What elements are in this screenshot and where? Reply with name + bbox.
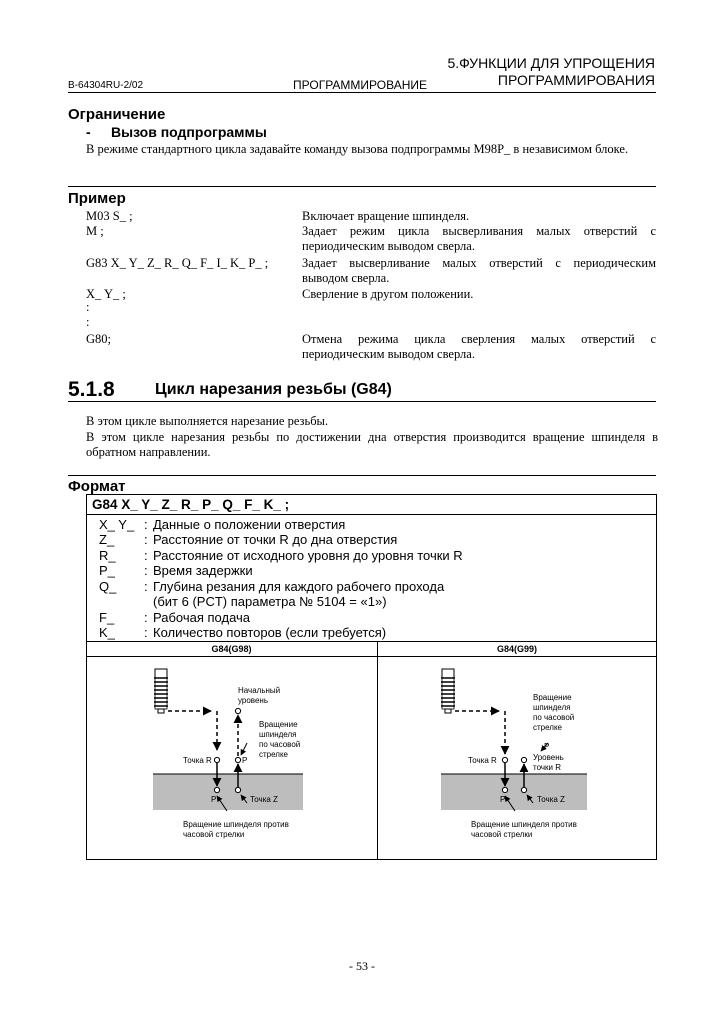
right-rot-cw-label-4: стрелке [533, 723, 563, 732]
right-rot-cw-label-3: по часовой [533, 713, 575, 722]
param-sep-4: : [144, 563, 148, 578]
example-code-row-7: G80; [86, 332, 111, 346]
left-rot-ccw-label-2: часовой стрелки [183, 830, 245, 839]
param-desc-6: Рабочая подача [153, 610, 251, 625]
section-title: Цикл нарезания резьбы (G84) [155, 381, 392, 398]
example-desc-row-7: Отмена режима цикла сверления малых отверстий с периодическим выводом сверла. [302, 332, 656, 361]
example-desc-row-1: Включает вращение шпинделя. [302, 209, 470, 223]
left-p-top-label: P [242, 756, 248, 765]
point-p-top-circle [235, 757, 240, 762]
param-sep-7: : [144, 625, 148, 640]
header-center-title: ПРОГРАММИРОВАНИЕ [293, 78, 427, 92]
header-chapter-line1: 5.ФУНКЦИИ ДЛЯ УПРОЩЕНИЯ [447, 55, 655, 71]
left-initial-level-label-2: уровень [238, 696, 269, 705]
param-key-6: F_ [99, 610, 115, 625]
header-doc-code: B-64304RU-2/02 [68, 80, 144, 91]
example-code-row-4: X_ Y_ ; [86, 287, 126, 301]
right-level-label-2: точки R [533, 763, 561, 772]
param-sep-6: : [144, 610, 148, 625]
right-rot-ccw-label-2: часовой стрелки [471, 830, 533, 839]
point-p-bottom-circle [214, 787, 219, 792]
right-p-bottom-label: P [500, 795, 506, 804]
workpiece-block [153, 774, 303, 810]
param-sep-1: : [144, 517, 148, 532]
left-rot-cw-label-2: шпинделя [259, 730, 297, 739]
right-rot-ccw-label-1: Вращение шпинделя против [471, 820, 577, 829]
example-code-row-5: : [86, 300, 90, 314]
example-desc-row-3: Задает высверливание малых отверстий с периодическим выводом сверла. [302, 256, 656, 285]
left-rot-cw-label-3: по часовой [259, 740, 301, 749]
example-code-row-6: : [86, 315, 90, 329]
param-key-4: P_ [99, 563, 115, 578]
left-rot-ccw-label-1: Вращение шпинделя против [183, 820, 289, 829]
format-rule [68, 475, 656, 476]
right-point-z-label: Точка Z [537, 795, 565, 804]
right-level-label-1: Уровень [533, 753, 564, 762]
page-number: - 53 - [349, 959, 375, 973]
param-sep-5: : [144, 579, 148, 594]
left-point-r-label: Точка R [183, 756, 212, 765]
param-sep-2: : [144, 532, 148, 547]
point-r-circle [502, 757, 507, 762]
param-desc-7: Количество повторов (если требуется) [153, 625, 387, 640]
param-key-3: R_ [99, 548, 116, 563]
param-desc-4: Время задержки [153, 563, 253, 578]
param-desc-5: Глубина резания для каждого рабочего прохода [153, 579, 445, 594]
tap-tool-icon [154, 669, 168, 713]
left-rot-cw-label-4: стрелке [259, 750, 289, 759]
param-key-1: X_ Y_ [99, 517, 135, 532]
right-point-r-label: Точка R [468, 756, 497, 765]
point-r-level-circle [521, 757, 526, 762]
param-desc-5-note: (бит 6 (PCT) параметра № 5104 = «1») [153, 594, 387, 609]
restriction-text: В режиме стандартного цикла задавайте команду вызова подпрограммы M98P_ в независимом блоке. [86, 142, 629, 156]
restriction-heading: Ограничение [68, 106, 166, 123]
left-p-bottom-label: P [211, 795, 217, 804]
section-rule [68, 401, 656, 402]
restriction-sub-dash: - [86, 124, 91, 140]
tap-tool-icon [441, 669, 455, 713]
left-point-z-label: Точка Z [250, 795, 278, 804]
header-chapter-line2: ПРОГРАММИРОВАНИЯ [497, 72, 655, 88]
point-r-circle [214, 757, 219, 762]
left-rot-cw-label-1: Вращение [259, 720, 298, 729]
point-z-circle [235, 787, 240, 792]
point-z-circle [521, 787, 526, 792]
section-number: 5.1.8 [68, 378, 115, 401]
param-key-5: Q_ [99, 579, 117, 594]
restriction-sub-heading: Вызов подпрограммы [111, 124, 267, 140]
param-key-7: K_ [99, 625, 115, 640]
param-desc-1: Данные о положении отверстия [153, 517, 346, 532]
right-p-top-label: P [544, 742, 550, 751]
workpiece-block [441, 774, 587, 810]
example-rule [68, 186, 656, 187]
example-heading: Пример [68, 190, 126, 207]
point-p-bottom-circle [502, 787, 507, 792]
example-desc-row-4: Сверление в другом положении. [302, 287, 474, 301]
section-para-2: В этом цикле нарезания резьбы по достижении дна отверстия производится вращение шпинделя в обратном направлении. [86, 430, 658, 459]
param-key-2: Z_ [99, 532, 115, 547]
initial-level-point [235, 708, 240, 713]
format-command: G84 X_ Y_ Z_ R_ P_ Q_ F_ K_ ; [92, 497, 290, 512]
example-code-row-3: G83 X_ Y_ Z_ R_ Q_ F_ I_ K_ P_ ; [86, 256, 269, 270]
example-code-row-1: M03 S_ ; [86, 209, 133, 223]
diagram-left-title: G84(G98) [211, 644, 252, 654]
header-rule [68, 92, 656, 93]
param-sep-3: : [144, 548, 148, 563]
diagram-right-title: G84(G99) [496, 644, 538, 654]
format-heading: Формат [68, 478, 126, 495]
example-code-row-2: M ; [86, 224, 104, 238]
example-desc-row-2: Задает режим цикла высверливания малых отверстий с периодическим выводом сверла. [302, 224, 656, 253]
format-command-rule [86, 514, 657, 515]
right-rot-cw-label-1: Вращение [533, 693, 572, 702]
right-rot-cw-label-2: шпинделя [533, 703, 571, 712]
param-desc-3: Расстояние от исходного уровня до уровня точки R [153, 548, 463, 563]
section-para-1: В этом цикле выполняется нарезание резьбы. [86, 414, 329, 428]
diagram-table-top-rule [86, 641, 657, 642]
param-desc-2: Расстояние от точки R до дна отверстия [153, 532, 398, 547]
left-initial-level-label-1: Начальный [238, 686, 281, 695]
